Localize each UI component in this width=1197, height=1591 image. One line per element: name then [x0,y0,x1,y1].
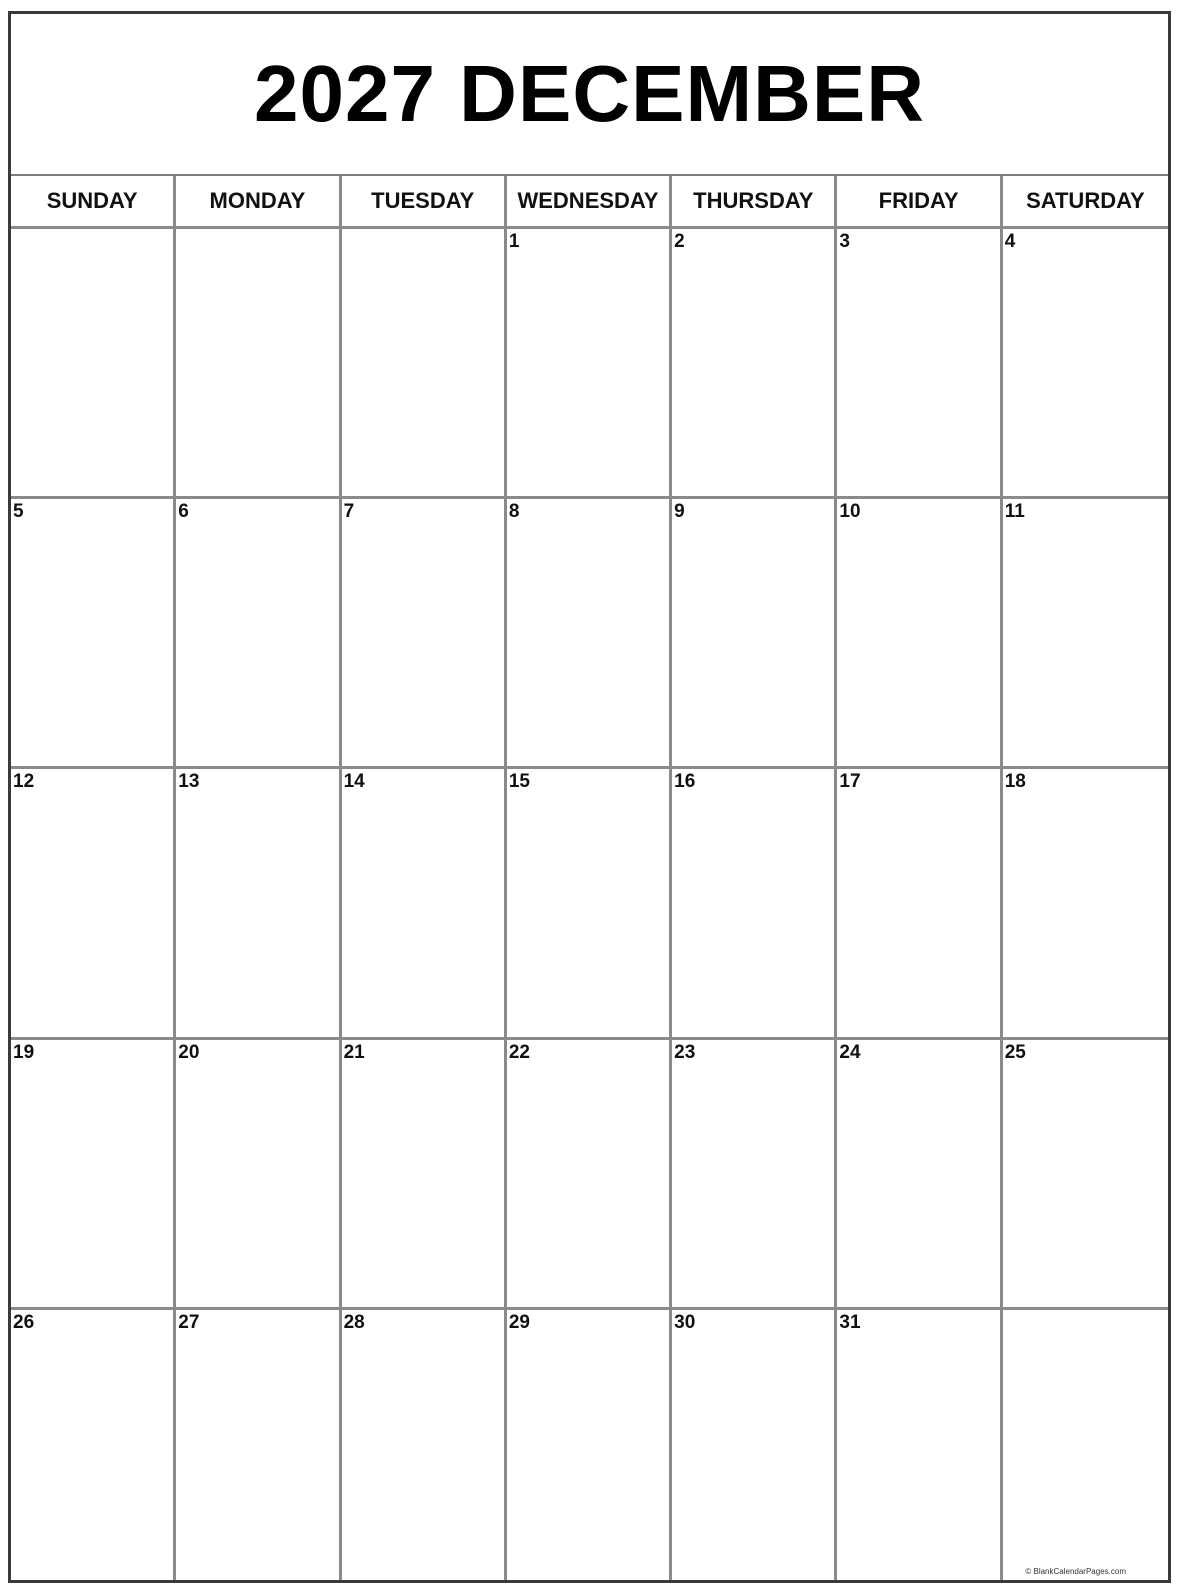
weekday-header: MONDAY [176,176,341,229]
day-number: 9 [674,501,685,523]
day-cell [837,1040,1002,1310]
day-number: 25 [1004,1041,1026,1063]
day-cell [176,229,341,499]
day-cell [176,1310,341,1580]
day-number: 18 [1004,771,1026,793]
day-number: 31 [839,1311,861,1333]
day-number: 10 [839,501,861,523]
day-cell [342,499,507,769]
day-number: 28 [343,1311,365,1333]
day-number: 22 [508,1041,530,1063]
day-cell [837,229,1002,499]
day-number: 3 [839,231,850,252]
weekday-header: FRIDAY [837,176,1002,229]
day-cell [11,1310,176,1580]
credit-text: © BlankCalendarPages.com [1025,1567,1126,1576]
day-cell [837,499,1002,769]
day-number: 14 [343,771,365,793]
day-number: 2 [674,231,685,252]
day-cell [342,229,507,499]
day-cell [176,769,341,1039]
day-cell [342,1040,507,1310]
day-number: 29 [508,1311,530,1333]
calendar-grid [11,176,1168,1580]
weekday-header: WEDNESDAY [507,176,672,229]
day-cell [672,1040,837,1310]
day-number: 15 [508,771,530,793]
day-number: 23 [674,1041,696,1063]
weekday-header: TUESDAY [342,176,507,229]
day-cell [837,1310,1002,1580]
day-cell [11,769,176,1039]
calendar-frame [8,11,1171,1583]
weekday-header: THURSDAY [672,176,837,229]
day-cell [11,1040,176,1310]
day-cell [342,1310,507,1580]
day-cell [176,1040,341,1310]
day-number: 19 [13,1041,35,1063]
day-cell [837,769,1002,1039]
day-number: 12 [13,771,35,793]
day-cell [507,769,672,1039]
calendar-title: 2027 DECEMBER [253,49,925,138]
day-cell [672,499,837,769]
day-cell [507,1310,672,1580]
day-number: 16 [674,771,696,793]
day-number: 17 [839,771,861,793]
day-number: 8 [508,501,520,523]
day-number: 27 [178,1311,200,1333]
day-cell [507,229,672,499]
day-cell [1003,1310,1168,1580]
day-number: 4 [1004,231,1016,252]
day-number: 7 [343,501,355,523]
day-number: 24 [839,1041,861,1063]
day-cell [1003,499,1168,769]
weekday-header: SUNDAY [11,176,176,229]
day-number: 30 [674,1311,696,1333]
day-number: 13 [178,771,200,793]
day-cell [1003,229,1168,499]
day-number: 11 [1004,501,1025,523]
day-number: 6 [178,501,189,523]
day-cell [11,229,176,499]
day-cell [342,769,507,1039]
day-cell [1003,1040,1168,1310]
day-number: 26 [13,1311,35,1333]
day-cell [672,769,837,1039]
day-number: 5 [13,501,24,523]
day-cell [11,499,176,769]
day-cell [176,499,341,769]
day-cell [672,229,837,499]
day-cell [1003,769,1168,1039]
day-number: 21 [343,1041,365,1063]
day-number: 20 [178,1041,200,1063]
weekday-header: SATURDAY [1003,176,1168,229]
day-cell [672,1310,837,1580]
title-box [11,14,1168,176]
day-number: 1 [508,231,520,252]
day-cell [507,1040,672,1310]
day-cell [507,499,672,769]
